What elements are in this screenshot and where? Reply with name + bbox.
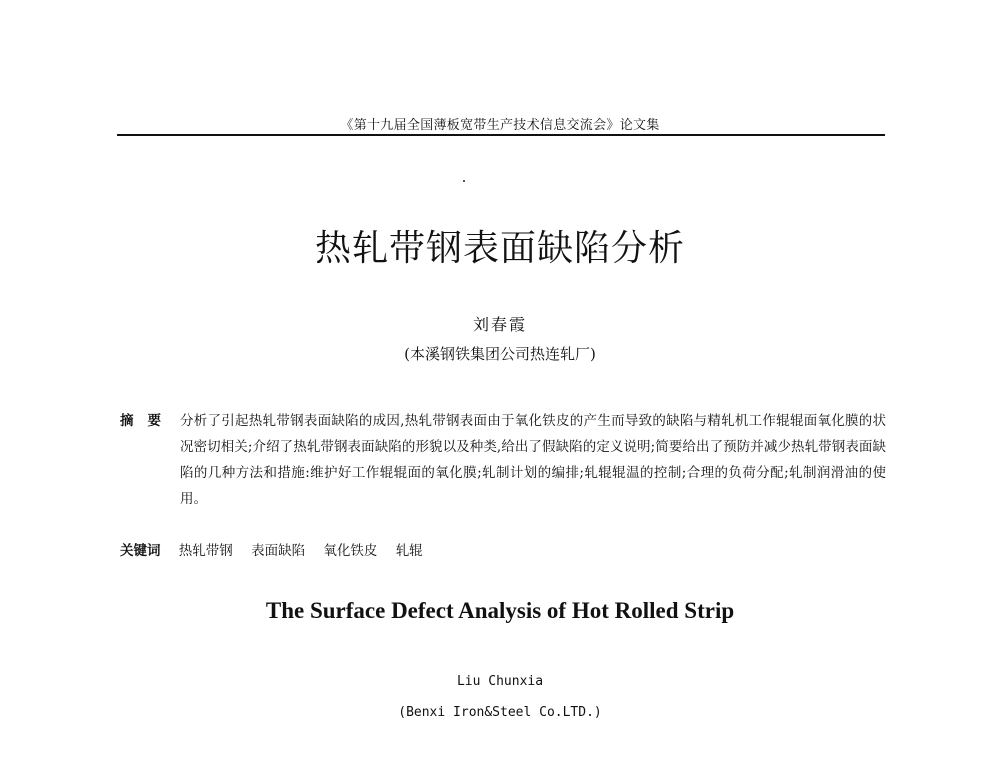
affiliation-cn: (本溪钢铁集团公司热连轧厂) xyxy=(404,345,596,363)
keyword: 轧辊 xyxy=(395,543,423,559)
header-rule xyxy=(117,134,885,136)
affiliation-en: (Benxi Iron&Steel Co.LTD.) xyxy=(398,705,602,720)
abstract-label: 摘要 xyxy=(120,413,175,429)
author-en: Liu Chunxia xyxy=(456,674,544,689)
abstract-text: 分析了引起热轧带钢表面缺陷的成因,热轧带钢表面由于氧化铁皮的产生而导致的缺陷与精轧机工作辊辊面氧化膜的状况密切相关;介绍了热轧带钢表面缺陷的形貌以及种类,给出了假缺陷的定义说明;简要给出了预防并减少热轧带钢表面缺陷的几种方法和措施:维护好工作辊辊面的氧化膜;轧制计划的编排;轧辊辊温的控制;合理的负荷分配;轧制润滑油的使用。 xyxy=(180,413,886,507)
abstract-block xyxy=(120,408,886,512)
running-head: 《第十九届全国薄板宽带生产技术信息交流会》论文集 xyxy=(340,118,660,133)
keywords-label: 关键词 xyxy=(120,543,161,559)
keyword: 热轧带钢 xyxy=(178,543,233,559)
keyword: 表面缺陷 xyxy=(251,543,306,559)
scan-speck xyxy=(463,180,465,182)
keywords-line xyxy=(120,538,886,564)
paper-title-cn: 热轧带钢表面缺陷分析 xyxy=(314,228,685,269)
author-cn: 刘春霞 xyxy=(472,315,527,334)
paper-title-en: The Surface Defect Analysis of Hot Rolled Strip xyxy=(265,598,735,623)
keyword: 氧化铁皮 xyxy=(323,543,378,559)
